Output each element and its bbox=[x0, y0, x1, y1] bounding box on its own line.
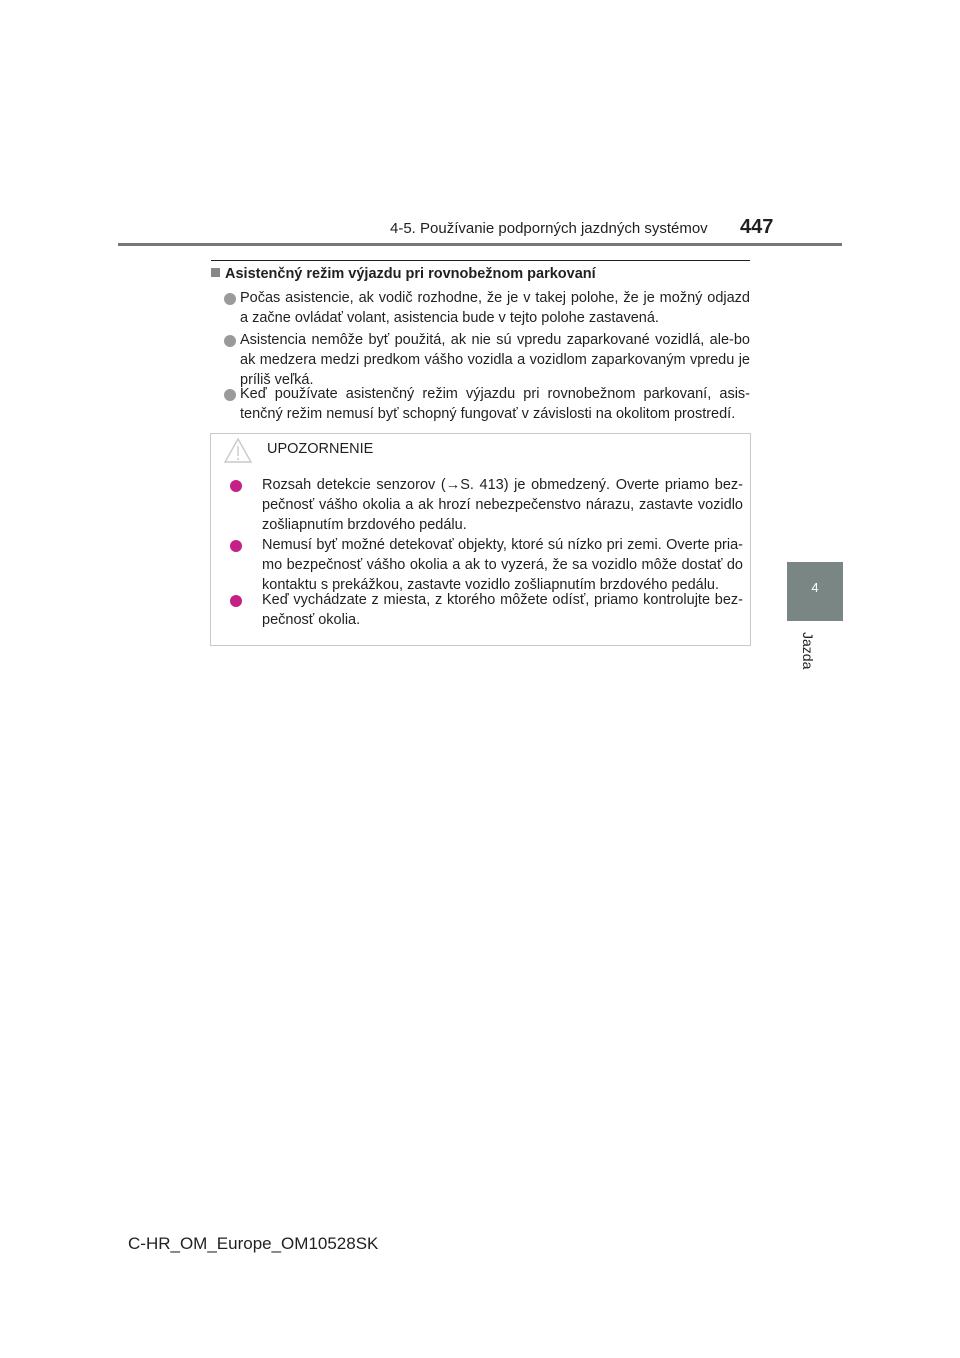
list-item bbox=[211, 330, 750, 390]
chapter-tab bbox=[787, 562, 843, 621]
footer-code: C-HR_OM_Europe_OM10528SK bbox=[128, 1234, 379, 1253]
warning-item bbox=[230, 535, 743, 595]
warning-item bbox=[230, 475, 743, 535]
page-number: 447 bbox=[740, 216, 774, 238]
chapter-number: 4 bbox=[811, 580, 819, 595]
square-bullet-icon bbox=[211, 268, 220, 277]
list-item bbox=[211, 288, 750, 328]
bullet-dot-icon bbox=[224, 335, 236, 347]
list-item bbox=[211, 384, 750, 424]
bullet-dot-icon bbox=[224, 389, 236, 401]
warning-box bbox=[210, 433, 751, 646]
list-item-text: Keď používate asistenčný režim výjazdu pri rovnobežnom parkovaní, asis-tenčný režim nemusí byť schopný fungovať v závislosti na okolitom prostredí. bbox=[240, 386, 750, 422]
section-rule bbox=[211, 260, 750, 261]
bullet-dot-icon bbox=[230, 480, 242, 492]
warning-item-text: Rozsah detekcie senzorov (→S. 413) je obmedzený. Overte priamo bez-pečnosť vášho okolia a ak hrozí nebezpečenstvo nárazu, zastavte vozidlo zošliapnutím brzdového pedálu. bbox=[262, 477, 743, 533]
warning-triangle-icon bbox=[223, 437, 253, 464]
section-heading bbox=[211, 266, 596, 282]
section-heading-text: Asistenčný režim výjazdu pri rovnobežnom parkovaní bbox=[225, 266, 596, 282]
bullet-dot-icon bbox=[230, 595, 242, 607]
list-item-text: Asistencia nemôže byť použitá, ak nie sú vpredu zaparkované vozidlá, ale-bo ak medzera medzi predkom vášho vozidla a vozidlom zaparkovaným vpredu je príliš veľká. bbox=[240, 332, 750, 388]
header-title: 4-5. Používanie podporných jazdných systémov bbox=[390, 220, 708, 237]
header-rule bbox=[118, 243, 842, 246]
warning-item bbox=[230, 590, 743, 630]
list-item-text: Počas asistencie, ak vodič rozhodne, že je v takej polohe, že je možný odjazd a začne ovládať volant, asistencia bude v tejto polohe zastavená. bbox=[240, 290, 750, 326]
warning-title: UPOZORNENIE bbox=[267, 441, 374, 457]
chapter-label: Jazda bbox=[800, 632, 816, 670]
warning-item-text: Keď vychádzate z miesta, z ktorého môžete odísť, priamo kontrolujte bez-pečnosť okolia. bbox=[262, 592, 743, 628]
warning-item-text: Nemusí byť možné detekovať objekty, ktoré sú nízko pri zemi. Overte pria-mo bezpečnosť vášho okolia a ak to vyzerá, že sa vozidlo môže dostať do kontaktu s prekážkou, zastavte vozidlo zošliapnutím brzdového pedálu. bbox=[262, 537, 743, 593]
bullet-dot-icon bbox=[230, 540, 242, 552]
bullet-dot-icon bbox=[224, 293, 236, 305]
